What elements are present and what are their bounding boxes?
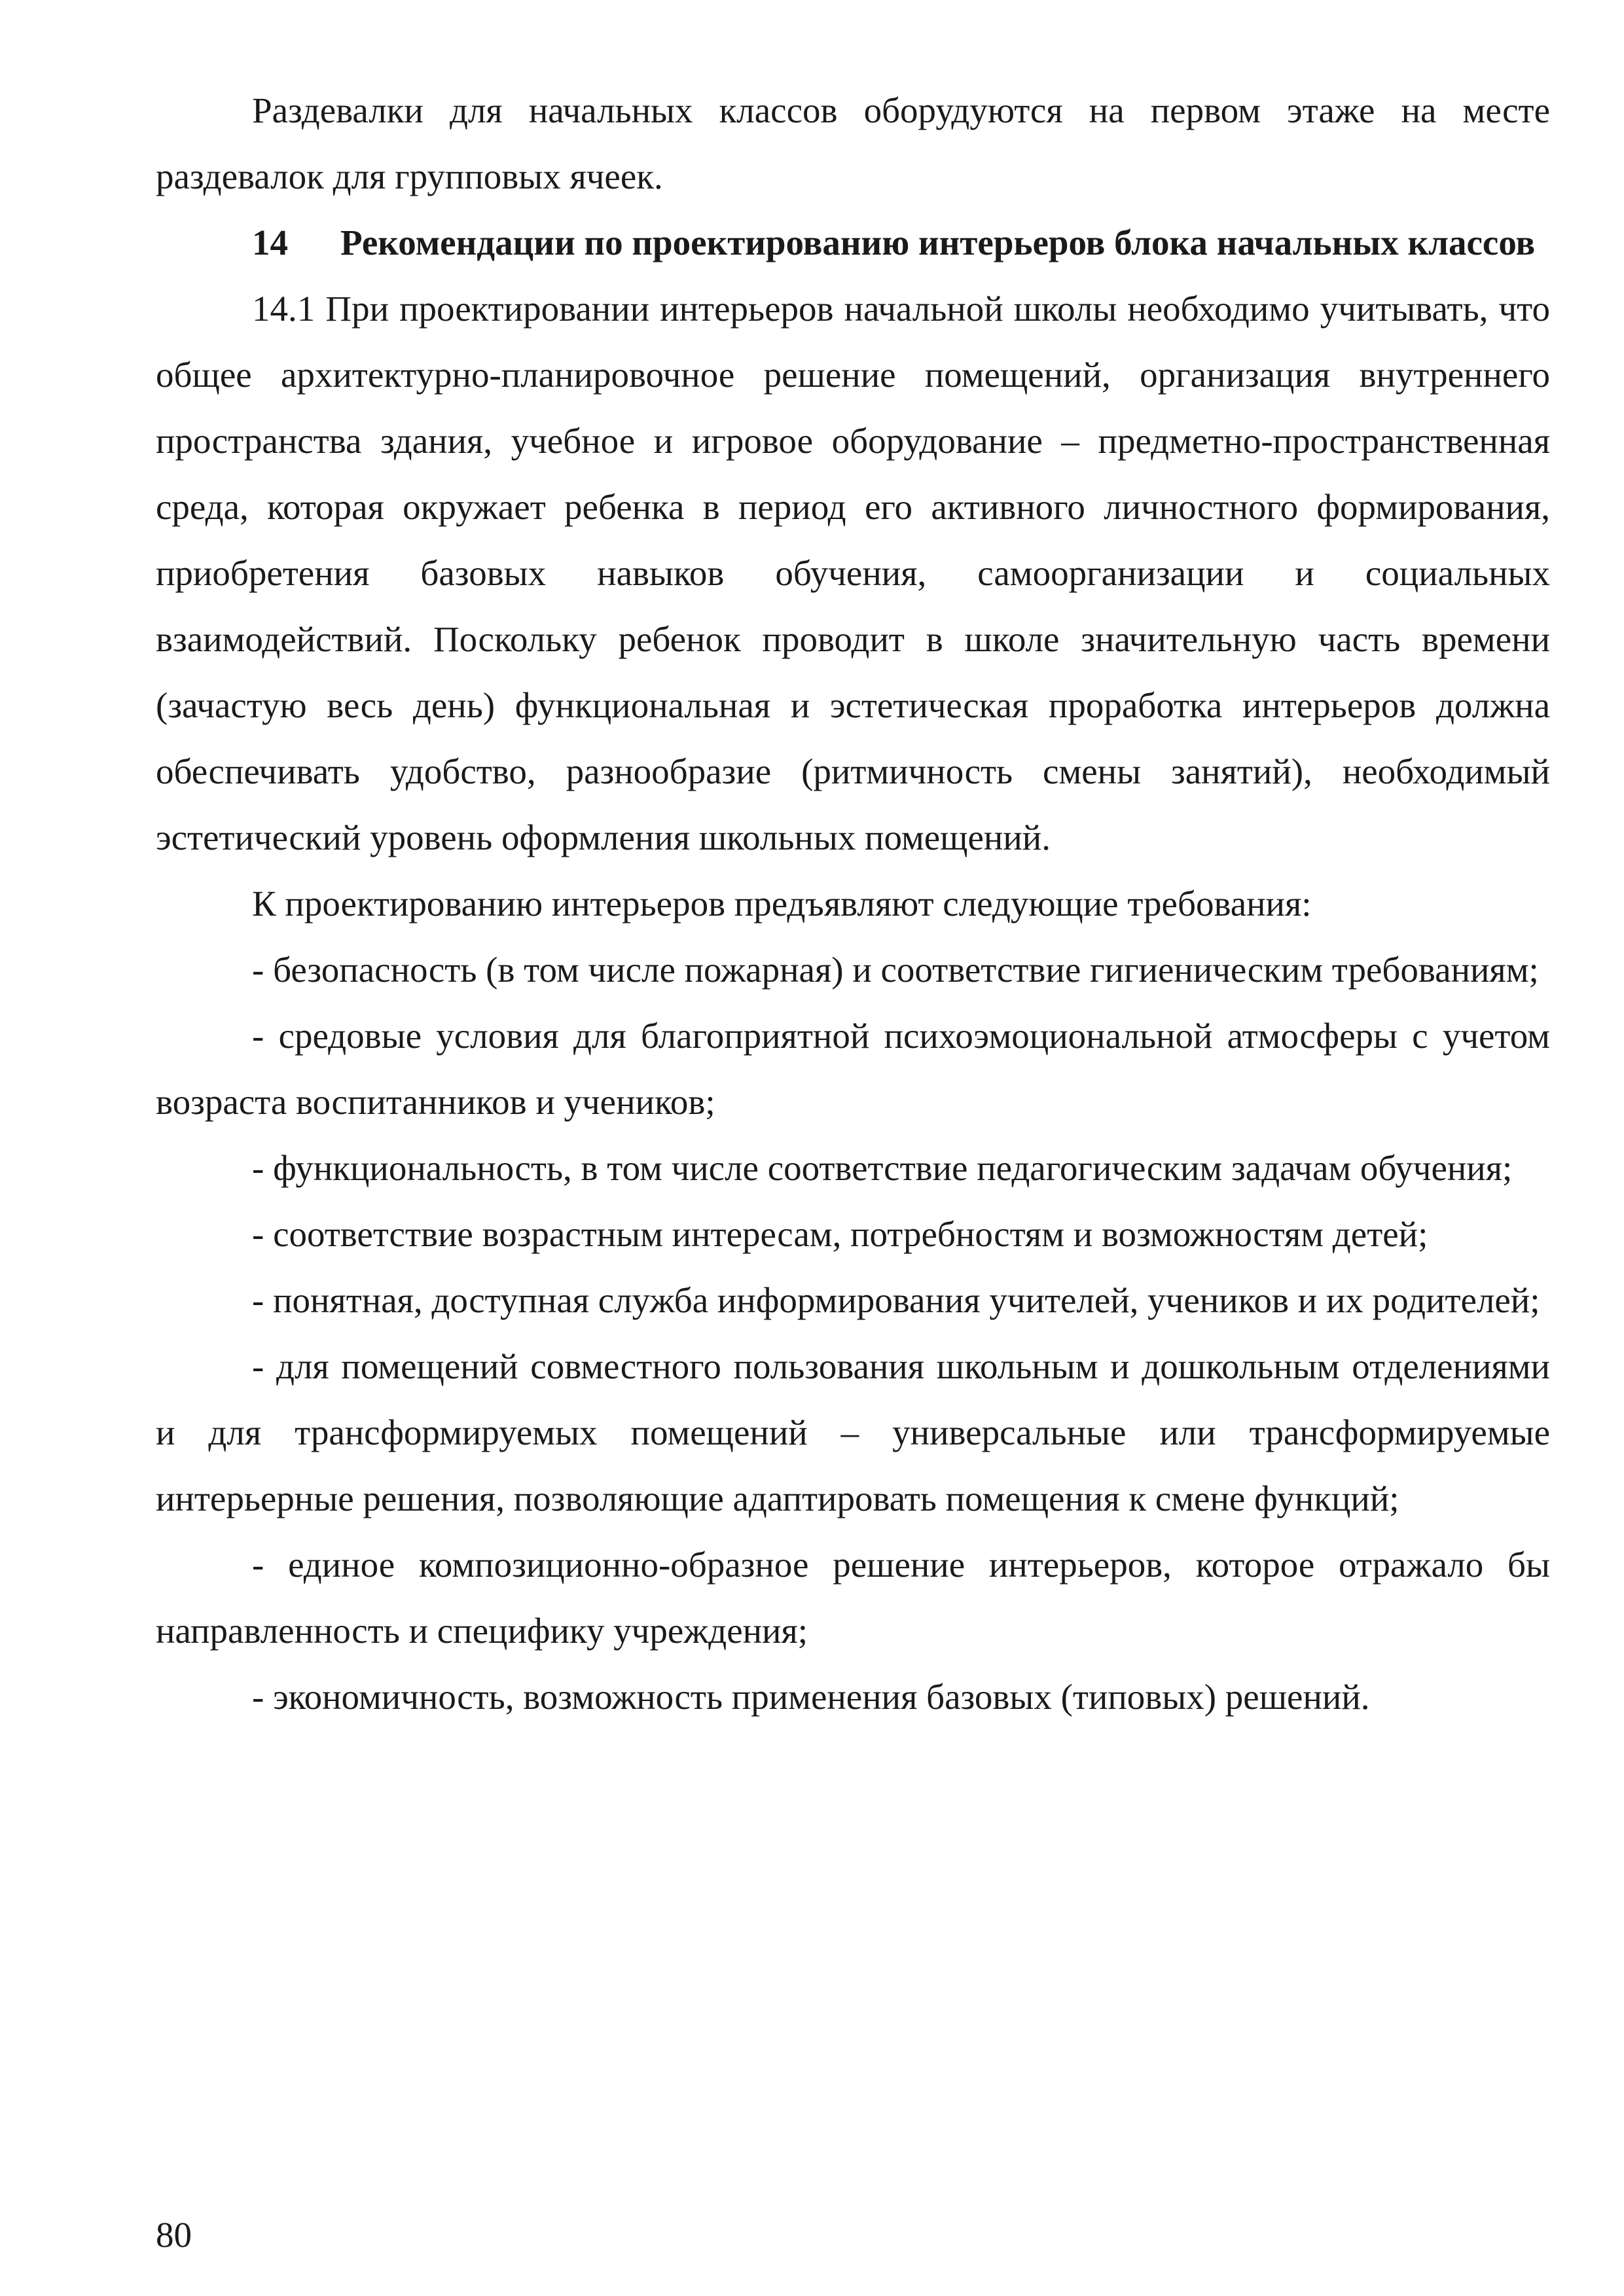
document-page	[156, 77, 1550, 1730]
requirement-item: - средовые условия для благоприятной психоэмоциональной атмосферы с учетом возраста воспитанников и учеников;	[156, 1016, 1550, 1122]
requirement-item: - безопасность (в том числе пожарная) и соответствие гигиеническим требованиям;	[252, 950, 1539, 990]
section-heading	[156, 209, 1550, 276]
paragraph-14-1: 14.1 При проектировании интерьеров начальной школы необходимо учитывать, что общее архитектурно-планировочное решение помещений, организация внутреннего пространства здания, учебное и игровое оборудование – предметно-пространственная среда, которая окружает ребенка в период его активного личностного формирования, приобретения базовых навыков обучения, самоорганизации и социальных взаимодействий. Поскольку ребенок проводит в школе значительную часть времени (зачастую весь день) функциональная и эстетическая проработка интерьеров должна обеспечивать удобство, разнообразие (ритмичность смены занятий), необходимый эстетический уровень оформления школьных помещений.	[156, 289, 1550, 857]
requirement-item: - понятная, доступная служба информирования учителей, учеников и их родителей;	[252, 1280, 1540, 1320]
page-number: 80	[156, 2215, 192, 2255]
section-title: Рекомендации по проектированию интерьеров блока начальных классов	[340, 223, 1536, 262]
intro-paragraph: Раздевалки для начальных классов оборудуются на первом этаже на месте раздевалок для групповых ячеек.	[156, 90, 1550, 196]
requirement-item: - соответствие возрастным интересам, потребностям и возможностям детей;	[252, 1214, 1428, 1254]
requirements-intro: К проектированию интерьеров предъявляют следующие требования:	[252, 884, 1312, 924]
requirement-item: - функциональность, в том числе соответствие педагогическим задачам обучения;	[252, 1148, 1513, 1188]
requirement-item: - единое композиционно-образное решение интерьеров, которое отражало бы направленность и специфику учреждения;	[156, 1545, 1550, 1651]
requirement-item: - для помещений совместного пользования школьным и дошкольным отделениями и для трансформируемых помещений – универсальные или трансформируемые интерьерные решения, позволяющие адаптировать помещения к смене функций;	[156, 1346, 1550, 1518]
section-number: 14	[252, 223, 288, 262]
requirement-item: - экономичность, возможность применения базовых (типовых) решений.	[252, 1677, 1370, 1717]
